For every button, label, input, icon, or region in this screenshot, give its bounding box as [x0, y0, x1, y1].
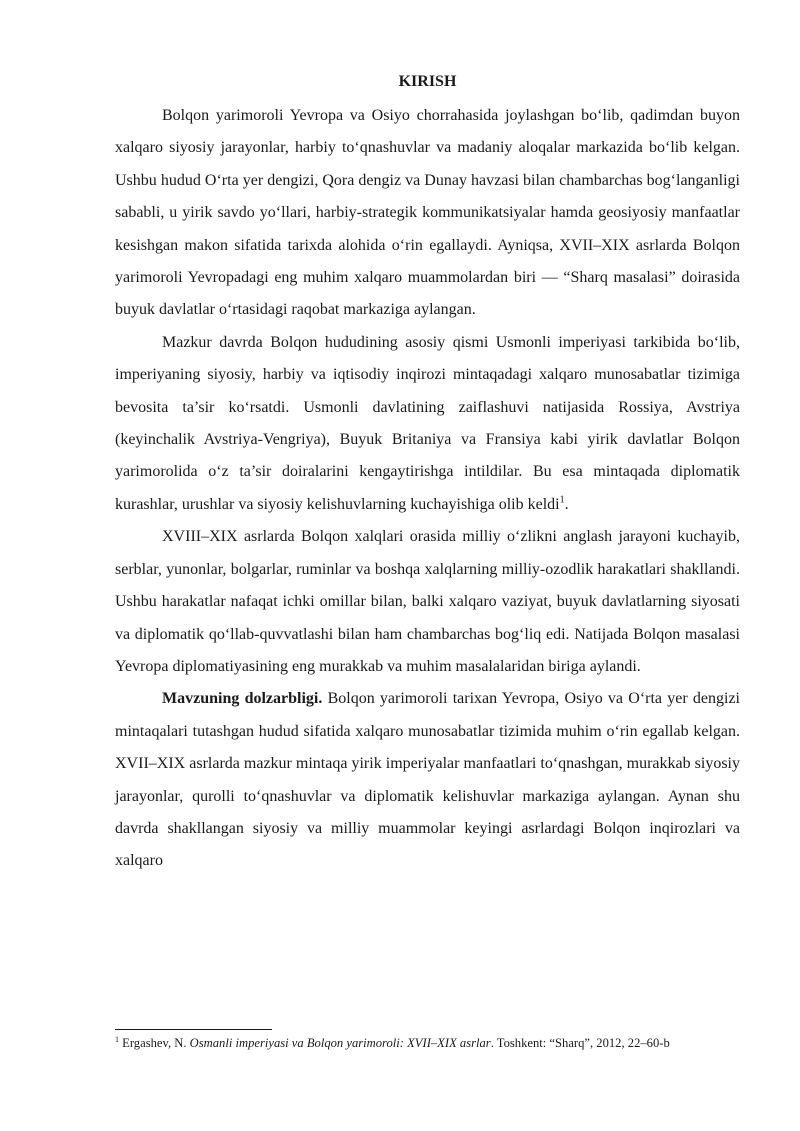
paragraph-3: XVIII–XIX asrlarda Bolqon xalqlari orasida milliy o‘zlikni anglash jarayoni kuchayib, serblar, yunonlar, bolgarlar, ruminlar va boshqa xalqlarning milliy-ozodlik harakatlari shakllandi. Ushbu harakatlar nafaqat ichki omillar bilan, balki xalqaro vaziyat, buyuk davlatlarning siyosati va diplomatik qo‘llab-quvvatlashi bilan ham chambarchas bog‘liq edi. Natijada Bolqon masalasi Yevropa diplomatiyasining eng murakkab va muhim masalalaridan biriga aylandi.: [115, 528, 740, 675]
footnote-publication: . Toshkent: “Sharq”, 2012, 22–60-b: [490, 1036, 670, 1050]
paragraph-2-end: .: [564, 495, 569, 513]
paragraph-2-text: Mazkur davrda Bolqon hududining asosiy qismi Usmonli imperiyasi tarkibida bo‘lib, imperiyaning siyosiy, harbiy va iqtisodiy inqirozi mintaqadagi xalqaro munosabatlar tizimiga bevosita ta’sir ko‘rsatdi. Usmonli davlatining zaiflashuvi natijasida Rossiya, Avstriya (keyinchalik Avstriya-Vengriya), Buyuk Britaniya va Fransiya kabi yirik davlatlar Bolqon yarimorolida o‘z ta’sir doiralarini kengaytirishga intildilar. Bu esa mintaqada diplomatik kurashlar, urushlar va siyosiy kelishuvlarning kuchayishiga olib keldi: [115, 333, 740, 513]
relevance-heading: Mavzuning dolzarbligi.: [162, 690, 323, 708]
paragraph-2: [115, 327, 740, 521]
relevance-paragraph: [115, 683, 740, 877]
paragraph-1: Bolqon yarimoroli Yevropa va Osiyo chorrahasida joylashgan bo‘lib, qadimdan buyon xalqaro siyosiy jarayonlar, harbiy to‘qnashuvlar va madaniy aloqalar markazida bo‘lib kelgan. Ushbu hudud O‘rta yer dengizi, Qora dengiz va Dunay havzasi bilan chambarchas bog‘langanligi sababli, u yirik savdo yo‘llari, harbiy-strategik kommunikatsiyalar hamda geosiyosiy manfaatlar kesishgan makon sifatida tarixda alohida o‘rin egallaydi. Ayniqsa, XVII–XIX asrlarda Bolqon yarimoroli Yevropadagi eng muhim xalqaro muammolardan biri — “Sharq masalasi” doirasida buyuk davlatlar o‘rtasidagi raqobat markaziga aylangan.: [115, 107, 740, 319]
footnote-reference[interactable]: 1: [559, 494, 565, 506]
footnote-divider: [115, 1029, 272, 1030]
footnote-marker: 1: [115, 1034, 119, 1044]
page-title: KIRISH: [398, 73, 457, 90]
relevance-text: Bolqon yarimoroli tarixan Yevropa, Osiyo va O‘rta yer dengizi mintaqalari tutashgan hudud sifatida xalqaro munosabatlar tizimida muhim o‘rin egallab kelgan. XVII–XIX asrlarda mazkur mintaqa yirik imperiyalar manfaatlari to‘qnashgan, murakkab siyosiy jarayonlar, qurolli to‘qnashuvlar va diplomatik kelishuvlar markaziga aylangan. Aynan shu davrda shakllangan siyosiy va milliy muammolar keyingi asrlardagi Bolqon inqirozlari va xalqaro: [115, 690, 741, 870]
footnote: [115, 1035, 755, 1051]
footnote-author: Ergashev, N.: [119, 1036, 190, 1050]
body-text: [115, 72, 740, 878]
footnote-title: Osmanli imperiyasi va Bolqon yarimoroli: XVII–XIX asrlar: [189, 1036, 491, 1050]
